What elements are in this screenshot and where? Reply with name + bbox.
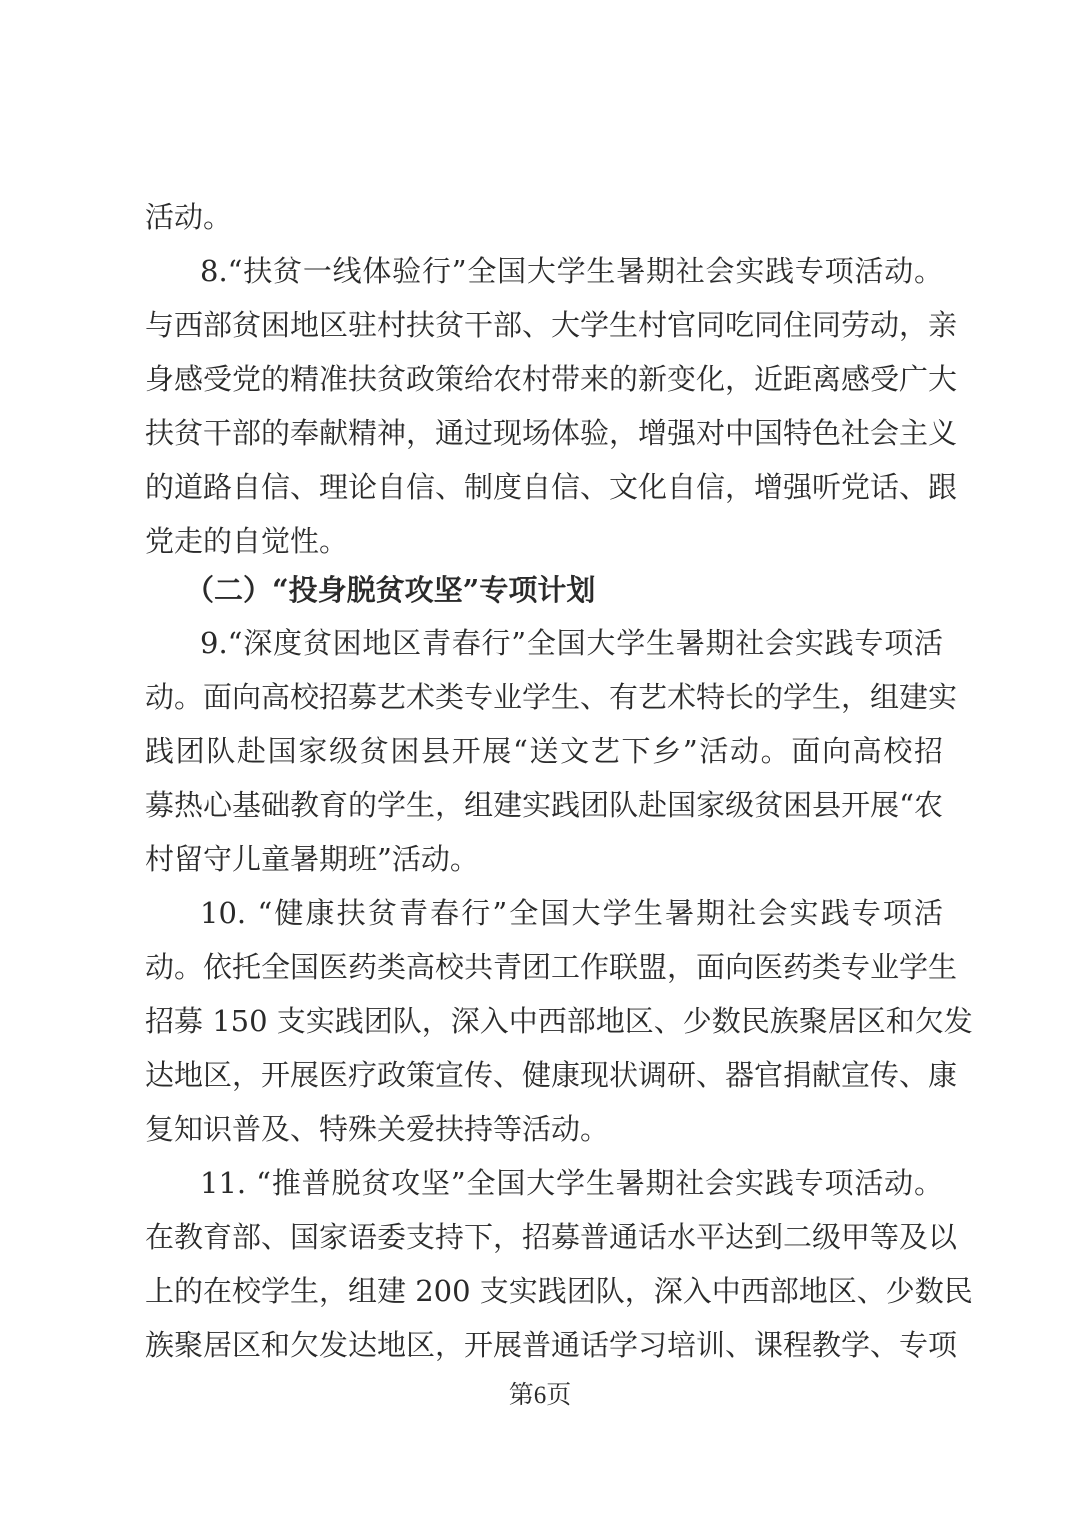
text-line: 的道路自信、理论自信、制度自信、文化自信，增强听党话、跟	[145, 470, 958, 504]
text-line: 达地区，开展医疗政策宣传、健康现状调研、器官捐献宣传、康	[145, 1058, 958, 1092]
text-line: 上的在校学生，组建 200 支实践团队，深入中西部地区、少数民	[145, 1274, 973, 1308]
text-line: 身感受党的精准扶贫政策给农村带来的新变化，近距离感受广大	[145, 362, 958, 396]
page-number: 第6页	[508, 1382, 572, 1409]
text-line: 8.“扶贫一线体验行”全国大学生暑期社会实践专项活动。	[200, 254, 943, 288]
text-line: 10. “健康扶贫青春行”全国大学生暑期社会实践专项活	[200, 896, 943, 930]
text-line: 扶贫干部的奉献精神，通过现场体验，增强对中国特色社会主义	[145, 416, 958, 450]
text-line: 与西部贫困地区驻村扶贫干部、大学生村官同吃同住同劳动，亲	[145, 308, 958, 342]
text-line: 复知识普及、特殊关爱扶持等活动。	[145, 1112, 610, 1146]
text-line: 11. “推普脱贫攻坚”全国大学生暑期社会实践专项活动。	[200, 1166, 943, 1200]
text-line: 动。面向高校招募艺术类专业学生、有艺术特长的学生，组建实	[145, 680, 958, 714]
text-line: 动。依托全国医药类高校共青团工作联盟，面向医药类专业学生	[145, 950, 958, 984]
section-heading: （二）“投身脱贫攻坚”专项计划	[185, 573, 596, 607]
text-line: 村留守儿童暑期班”活动。	[145, 842, 479, 876]
text-line: 践团队赴国家级贫困县开展“送文艺下乡”活动。面向高校招	[145, 734, 943, 768]
text-line: 招募 150 支实践团队，深入中西部地区、少数民族聚居区和欠发	[145, 1004, 973, 1038]
text-line: 在教育部、国家语委支持下，招募普通话水平达到二级甲等及以	[145, 1220, 958, 1254]
text-line: 募热心基础教育的学生，组建实践团队赴国家级贫困县开展“农	[145, 788, 943, 822]
text-line: 党走的自觉性。	[145, 524, 349, 558]
text-line: 活动。	[145, 200, 233, 234]
text-line: 9.“深度贫困地区青春行”全国大学生暑期社会实践专项活	[200, 626, 943, 660]
text-line: 族聚居区和欠发达地区，开展普通话学习培训、课程教学、专项	[145, 1328, 958, 1362]
